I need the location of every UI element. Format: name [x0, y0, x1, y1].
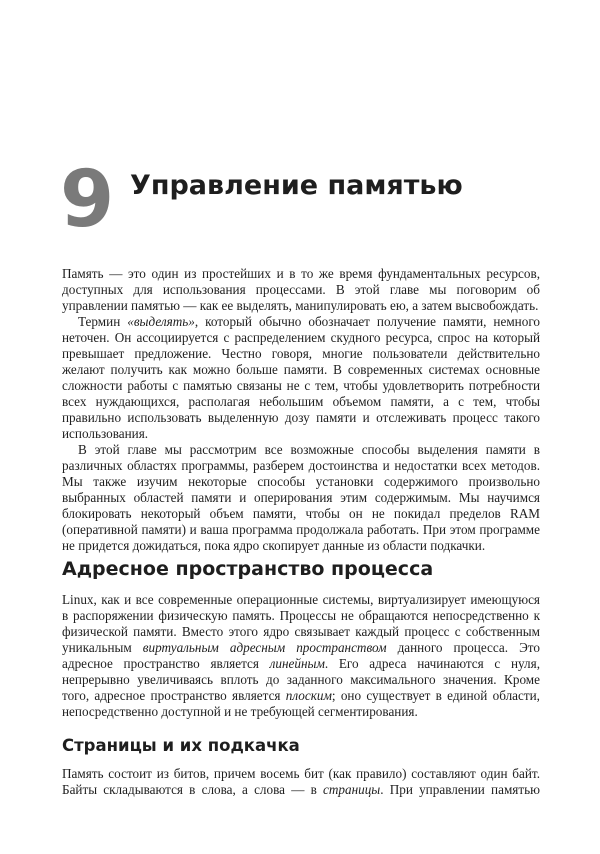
section-heading-address-space: Адресное пространство процесса	[62, 558, 434, 580]
address-space-text-2: данного процесса. Это адресное пространство является	[62, 640, 540, 671]
address-space-text-1: Linux, как и все современные операционные системы, виртуализирует имеющуюся в распоряжении физическую память. Процессы не обращаются непосредственно к физической памяти. Вместо этого ядро связывает каждый процесс с собственным уникальным	[62, 592, 540, 655]
term-allocate: «выделять»	[127, 314, 195, 329]
pages-paragraph	[62, 766, 540, 798]
intro-paragraph-2-start: Термин	[78, 314, 128, 329]
address-space-text-3: . Его адреса начинаются с нуля, непрерывно увеличиваясь вплоть до заданного максимального значения. Кроме того, адресное пространство является	[62, 656, 540, 703]
term-virtual-address-space: виртуальным адресным пространством	[142, 640, 387, 655]
term-pages: страницы	[323, 782, 381, 797]
term-flat: плоским	[285, 688, 332, 703]
intro-paragraph-2-rest: , который обычно обозначает получение памяти, немного неточен. Он ассоциируется с распределением скудного ресурса, спрос на который превышает предложение. Честно говоря, многие пользователи действительно желают получить как можно больше памяти. В современных системах основные сложности работы с памятью связаны не с тем, чтобы удовлетворить потребности всех нуждающихся, располагая небольшим объемом памяти, а с тем, чтобы правильно использовать выделенную дозу памяти и отслеживать процесс такого использования.	[62, 314, 540, 441]
section-heading-pages: Страницы и их подкачка	[62, 736, 300, 755]
intro-paragraph-1: Память — это один из простейших и в то же время фундаментальных ресурсов, доступных для использования процессами. В этой главе мы поговорим об управлении памятью — как ее выделять, манипулировать ею, а затем высвобождать.	[62, 266, 540, 313]
section-pages-body	[62, 766, 540, 798]
section-address-space-body	[62, 592, 540, 720]
address-space-paragraph	[62, 592, 540, 720]
pages-text-2: . При управлении памятью	[380, 782, 540, 797]
pages-text-1: Память состоит из битов, причем восемь бит (как правило) составляют один байт. Байты складываются в слова, а слова — в	[62, 766, 540, 797]
intro-paragraph-2	[62, 314, 540, 442]
intro-paragraph-3: В этой главе мы рассмотрим все возможные способы выделения памяти в различных областях программы, разберем достоинства и недостатки всех методов. Мы также изучим некоторые способы установки содержимого произвольно выбранных областей памяти и оперирования этим содержимым. Мы научимся блокировать некоторый объем памяти, чтобы он не покидал пределов RAM (оперативной памяти) и ваша программа продолжала работать. При этом программе не придется дожидаться, пока ядро скопирует данные из области подкачки.	[62, 442, 540, 553]
chapter-intro	[62, 266, 540, 554]
term-linear: линейным	[269, 656, 325, 671]
chapter-heading	[60, 155, 540, 245]
chapter-title: Управление памятью	[130, 170, 463, 201]
address-space-text-4: ; оно существует в единой области, непосредственно доступной и не требующей сегментирования.	[62, 688, 540, 719]
chapter-number: 9	[60, 155, 113, 245]
